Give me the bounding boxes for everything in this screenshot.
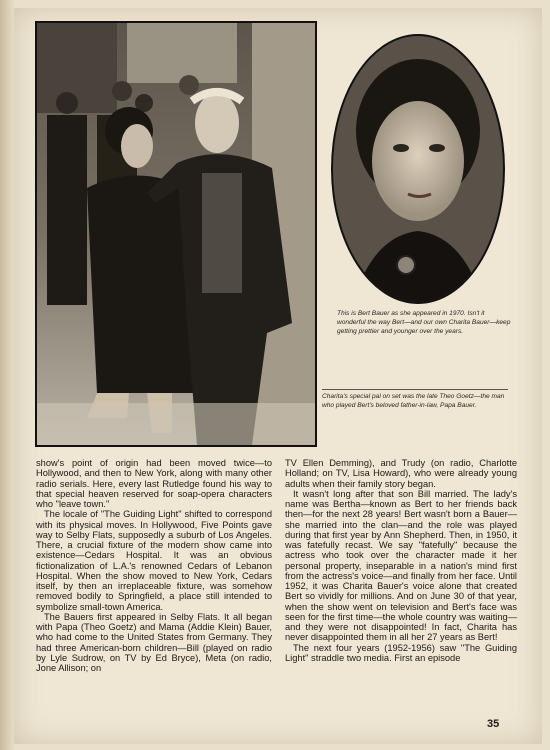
page-number: 35	[487, 718, 500, 730]
page-binding	[0, 0, 14, 750]
portrait-oval	[331, 34, 505, 304]
paragraph: The Bauers first appeared in Selby Flats. It all began with Papa (Theo Goetz) and Mama (Addie Klein) Bauer, who had come to the United States from Germany. They had three American-born children—Bill (played on radio by Lyle Sudrow, on TV by Ed Bryce), Meta (on radio, Jone Allison; on	[36, 611, 272, 673]
caption-portrait: This is Bert Bauer as she appeared in 1970. Isn't it wonderful the way Bert—and our own Charita Bauer—keep getting prettier and younger over the years.	[337, 310, 511, 336]
paragraph: The locale of "The Guiding Light" shifted to correspond with its physical moves. In Hollywood, Five Points gave way to Selby Flats, supposedly a suburb of Los Angeles. There, a crucial fixture of the modern show came into existence—Cedars Hospital. It was an obvious fictionalization of L.A.'s renowned Cedars of Lebanon Hospital. When the show moved to New York, Cedars itself, by then an irreplaceable fixture, was somehow removed bodily to Springfield, a place still intended to symbolize small-town America.	[36, 509, 272, 612]
article-column-right	[285, 458, 517, 728]
caption-divider	[322, 389, 508, 390]
caption-main-photo: Charita's special pal on set was the late Theo Goetz—the man who played Bert's beloved father-in-law, Papa Bauer.	[322, 393, 505, 410]
article-column-left	[36, 458, 272, 728]
paragraph: TV Ellen Demming), and Trudy (on radio, Charlotte Holland; on TV, Lisa Howard), who were already young adults when their family story began.	[285, 458, 517, 489]
paragraph: The next four years (1952-1956) saw "The Guiding Light" straddle two media. First an episode	[285, 642, 517, 663]
paragraph: show's point of origin had been moved twice—to Hollywood, and then to New York, along with many other radio serials. Here, every last Rutledge found his way to that special heaven reserved for soap-opera characters who "leave town."	[36, 458, 272, 509]
photo-couple-on-set	[35, 21, 317, 447]
photo-icon	[37, 23, 315, 445]
paragraph: It wasn't long after that son Bill married. The lady's name was Bertha—known as Bert to her friends back then—for the next 28 years! Bert wasn't born a Bauer—she married into the clan—and the role was played during that first year by Ann Shepherd. Then, in 1950, it was fatefully recast. We say "fatefully" because the actress who took over the character made it her personal property, inseparable in a nation's mind first from the actress's voice—and finally from her face. Until 1952, it was Charita Bauer's voice alone that created Bert so vividly for millions. And on June 30 of that year, when the show went on television and Bert's face was seen for the first time—the whole country was waiting—and they were not disappointed! In fact, Charita has never disappointed them in all her 27 years as Bert!	[285, 488, 517, 643]
portrait-icon	[333, 36, 503, 302]
